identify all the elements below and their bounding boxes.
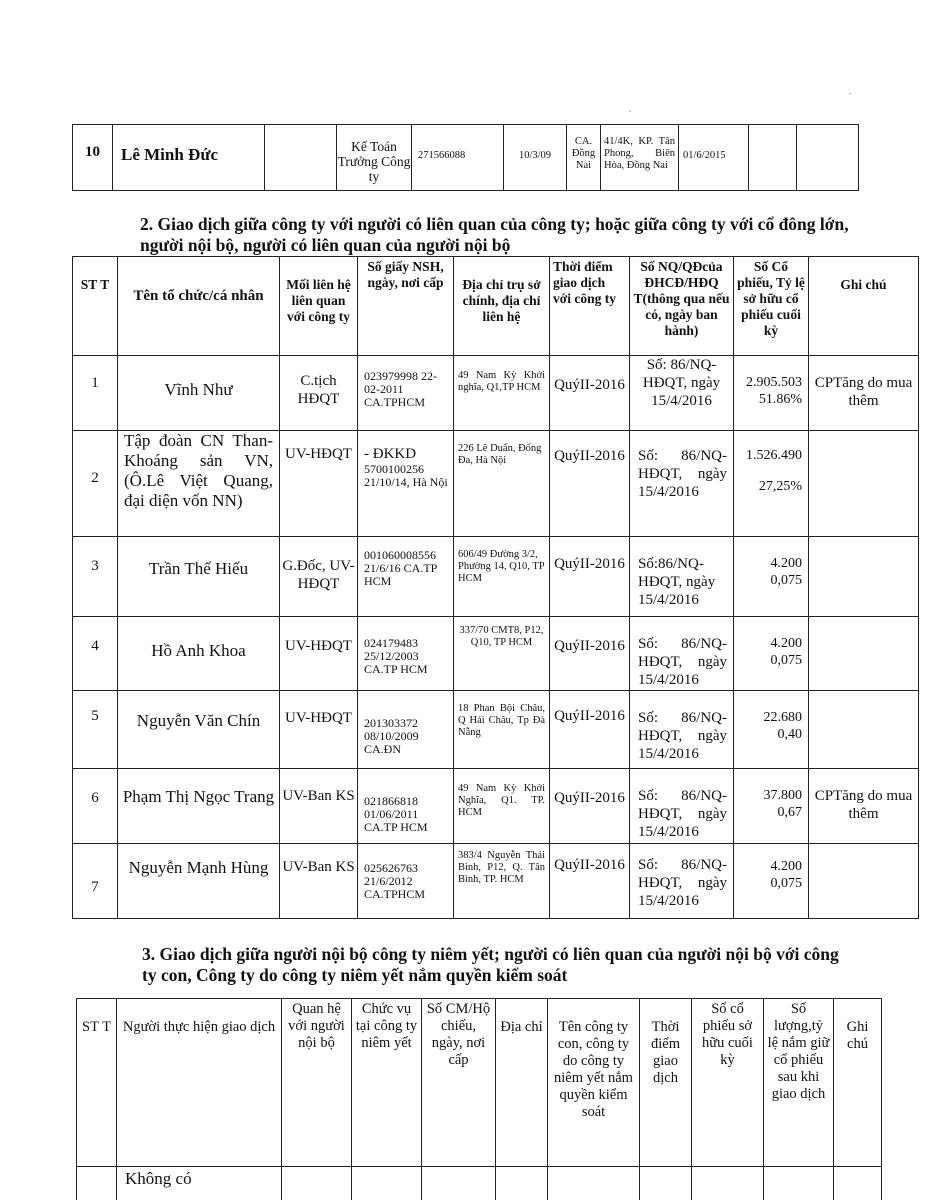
col-header-relation: Quan hệ với người nội bộ [282, 999, 352, 1167]
table-row [73, 431, 919, 537]
shares-count: 22.680 [763, 710, 802, 725]
cell-empty [764, 1167, 834, 1200]
cell-shares [734, 844, 809, 919]
shares-ratio: 0,67 [777, 805, 802, 820]
cell-name: Phạm Thị Ngọc Trang [118, 769, 280, 844]
cell-time: QuýII-2016 [550, 431, 630, 537]
cell-relation: UV-HĐQT [280, 431, 358, 537]
cell-resolution: Số: 86/NQ-HĐQT, ngày 15/4/2016 [630, 431, 734, 537]
cell-stt: 7 [73, 844, 118, 919]
cell-stt: 1 [73, 356, 118, 431]
cell-time: QuýII-2016 [550, 617, 630, 691]
col-header-subsidiary: Tên công ty con, công ty do công ty niêm yết nắm quyền kiểm soát [548, 999, 640, 1167]
cell-note: CPTăng do mua thêm [809, 769, 919, 844]
section-3-heading: 3. Giao dịch giữa người nội bộ công ty niêm yết; người có liên quan của người nội bộ với công ty con, Công ty do công ty niêm yết nắm quyền kiểm soát [142, 944, 839, 985]
cell-shares [734, 769, 809, 844]
cell-name: Nguyễn Văn Chín [118, 691, 280, 769]
col-header-person: Người thực hiện giao dịch [117, 999, 282, 1167]
row-start-date: 01/6/2015 [679, 125, 749, 191]
cell-none: Không có [117, 1167, 282, 1200]
cell-stt: 5 [73, 691, 118, 769]
table-row [73, 537, 919, 617]
row-empty-cell [265, 125, 337, 191]
shares-ratio: 0,40 [777, 727, 802, 742]
cell-time: QuýII-2016 [550, 691, 630, 769]
cell-nsh: 021866818 01/06/2011 CA.TP HCM [358, 769, 454, 844]
cell-relation: G.Đốc, UV-HĐQT [280, 537, 358, 617]
cell-stt: 4 [73, 617, 118, 691]
cell-time: QuýII-2016 [550, 769, 630, 844]
cell-stt: 3 [73, 537, 118, 617]
cell-time: QuýII-2016 [550, 844, 630, 919]
row-id-number: 271566088 [412, 125, 504, 191]
table-row [73, 691, 919, 769]
nsh-details: 5700100256 21/10/14, Hà Nội [364, 462, 448, 489]
cell-resolution: Số: 86/NQ-HĐQT, ngày 15/4/2016 [630, 691, 734, 769]
shares-ratio: 27,25% [758, 479, 802, 494]
table-row [73, 769, 919, 844]
cell-empty [77, 1167, 117, 1200]
insider-table-continuation [72, 124, 859, 191]
cell-nsh: 025626763 21/6/2012 CA.TPHCM [358, 844, 454, 919]
row-position: Kế Toán Trưởng Công ty [337, 125, 412, 191]
shares-count: 4.200 [770, 859, 802, 874]
shares-count: 37.800 [763, 788, 802, 803]
cell-relation: C.tịch HĐQT [280, 356, 358, 431]
row-name: Lê Minh Đức [113, 125, 265, 191]
cell-shares [734, 356, 809, 431]
col-header-nsh: Số giấy NSH, ngày, nơi cấp [358, 257, 454, 356]
cell-name: Nguyễn Mạnh Hùng [118, 844, 280, 919]
cell-resolution: Số:86/NQ-HĐQT, ngày 15/4/2016 [630, 537, 734, 617]
cell-address: 18 Phan Bội Châu, Q Hải Châu, Tp Đà Nẵng [454, 691, 550, 769]
cell-resolution: Số: 86/NQ-HĐQT, ngày 15/4/2016 [630, 769, 734, 844]
cell-address: 383/4 Nguyễn Thái Bình, P12, Q. Tân Bình, TP. HCM [454, 844, 550, 919]
table-row [77, 1167, 882, 1200]
shares-ratio: 0,075 [770, 573, 802, 588]
related-party-transactions-table [72, 256, 919, 919]
cell-shares [734, 691, 809, 769]
cell-note [809, 691, 919, 769]
cell-empty [496, 1167, 548, 1200]
table-row [73, 356, 919, 431]
row-issue-date: 10/3/09 [504, 125, 567, 191]
insider-subsidiary-transactions-table [76, 998, 882, 1200]
col-header-shares: Số Cổ phiếu, Tỷ lệ sở hữu cổ phiếu cuối kỳ [734, 257, 809, 356]
shares-count: 4.200 [770, 636, 802, 651]
cell-address: 226 Lê Duẩn, Đống Đa, Hà Nội [454, 431, 550, 537]
shares-ratio: 0,075 [770, 653, 802, 668]
col-header-note: Ghi chú [809, 257, 919, 356]
shares-count: 4.200 [770, 556, 802, 571]
cell-empty [692, 1167, 764, 1200]
section-2-heading: 2. Giao dịch giữa công ty với người có liên quan của công ty; hoặc giữa công ty với cổ đông lớn, người nội bộ, người có liên quan của người nội bộ [140, 214, 849, 255]
col-header-transaction-time: Thời điểm giao dịch với công ty [550, 257, 630, 356]
cell-name: Vĩnh Như [118, 356, 280, 431]
cell-shares [734, 617, 809, 691]
cell-empty [640, 1167, 692, 1200]
shares-count: 2.905.503 [746, 375, 802, 390]
cell-empty [422, 1167, 496, 1200]
col-header-org-name: Tên tổ chức/cá nhân [118, 257, 280, 356]
cell-time: QuýII-2016 [550, 537, 630, 617]
cell-empty [352, 1167, 422, 1200]
cell-note [809, 844, 919, 919]
cell-relation: UV-Ban KS [280, 769, 358, 844]
cell-address: 49 Nam Kỳ Khởi Nghĩa, Q1. TP. HCM [454, 769, 550, 844]
table-row [73, 617, 919, 691]
scan-mark: ˊ [848, 90, 852, 104]
cell-resolution: Số: 86/NQ-HĐQT, ngày 15/4/2016 [630, 617, 734, 691]
shares-ratio: 51.86% [758, 392, 802, 407]
col-header-position: Chức vụ tại công ty niêm yết [352, 999, 422, 1167]
col-header-time: Thời điểm giao dịch [640, 999, 692, 1167]
cell-address: 337/70 CMT8, P12, Q10, TP HCM [454, 617, 550, 691]
cell-time: QuýII-2016 [550, 356, 630, 431]
cell-note [809, 617, 919, 691]
cell-address: 606/49 Đường 3/2, Phường 14, Q10, TP HCM [454, 537, 550, 617]
cell-resolution: Số: 86/NQ-HĐQT, ngày 15/4/2016 [630, 844, 734, 919]
shares-ratio: 0,075 [770, 876, 802, 891]
shares-count: 1.526.490 [746, 448, 802, 463]
cell-empty [834, 1167, 882, 1200]
scan-mark: · [628, 104, 632, 118]
cell-note: CPTăng do mua thêm [809, 356, 919, 431]
cell-nsh: 024179483 25/12/2003 CA.TP HCM [358, 617, 454, 691]
cell-relation: UV-Ban KS [280, 844, 358, 919]
cell-name: Trần Thế Hiếu [118, 537, 280, 617]
row-issue-place: CA. Đồng Nai [567, 125, 601, 191]
table-row [73, 844, 919, 919]
cell-shares [734, 537, 809, 617]
col-header-relation: Mối liên hệ liên quan với công ty [280, 257, 358, 356]
row-stt: 10 [73, 125, 113, 191]
cell-nsh: 023979998 22-02-2011 CA.TPHCM [358, 356, 454, 431]
cell-nsh: 001060008556 21/6/16 CA.TP HCM [358, 537, 454, 617]
cell-name: Tập đoàn CN Than-Khoáng sản VN,(Ô.Lê Việt Quang, đại diện vốn NN) [118, 431, 280, 537]
cell-nsh: 201303372 08/10/2009 CA.ĐN [358, 691, 454, 769]
row-empty-cell [749, 125, 797, 191]
col-header-address: Địa chỉ trụ sở chính, địa chỉ liên hệ [454, 257, 550, 356]
cell-stt: 6 [73, 769, 118, 844]
cell-resolution: Số: 86/NQ-HĐQT, ngày 15/4/2016 [630, 356, 734, 431]
cell-name: Hồ Anh Khoa [118, 617, 280, 691]
col-header-resolution: Số NQ/QĐcủa ĐHCĐ/HĐQ T(thông qua nếu có, ngày ban hành) [630, 257, 734, 356]
row-address: 41/4K, KP. Tân Phong, Biên Hòa, Đồng Nai [601, 125, 679, 191]
col-header-note: Ghi chú [834, 999, 882, 1167]
row-empty-cell [797, 125, 859, 191]
cell-empty [282, 1167, 352, 1200]
cell-address: 49 Nam Kỳ Khởi nghĩa, Q1,TP HCM [454, 356, 550, 431]
col-header-shares-end: Số cổ phiếu sở hữu cuối kỳ [692, 999, 764, 1167]
cell-stt: 2 [73, 431, 118, 537]
col-header-address: Địa chỉ [496, 999, 548, 1167]
cell-note [809, 431, 919, 537]
col-header-stt: ST T [77, 999, 117, 1167]
col-header-shares-after: Số lượng,tỷ lệ nắm giữ cổ phiếu sau khi giao dịch [764, 999, 834, 1167]
cell-note [809, 537, 919, 617]
cell-empty [548, 1167, 640, 1200]
cell-relation: UV-HĐQT [280, 617, 358, 691]
cell-shares [734, 431, 809, 537]
nsh-prefix: - ĐKKD [364, 446, 417, 462]
cell-nsh [358, 431, 454, 537]
col-header-stt: ST T [73, 257, 118, 356]
col-header-id: Số CM/Hộ chiếu, ngày, nơi cấp [422, 999, 496, 1167]
cell-relation: UV-HĐQT [280, 691, 358, 769]
